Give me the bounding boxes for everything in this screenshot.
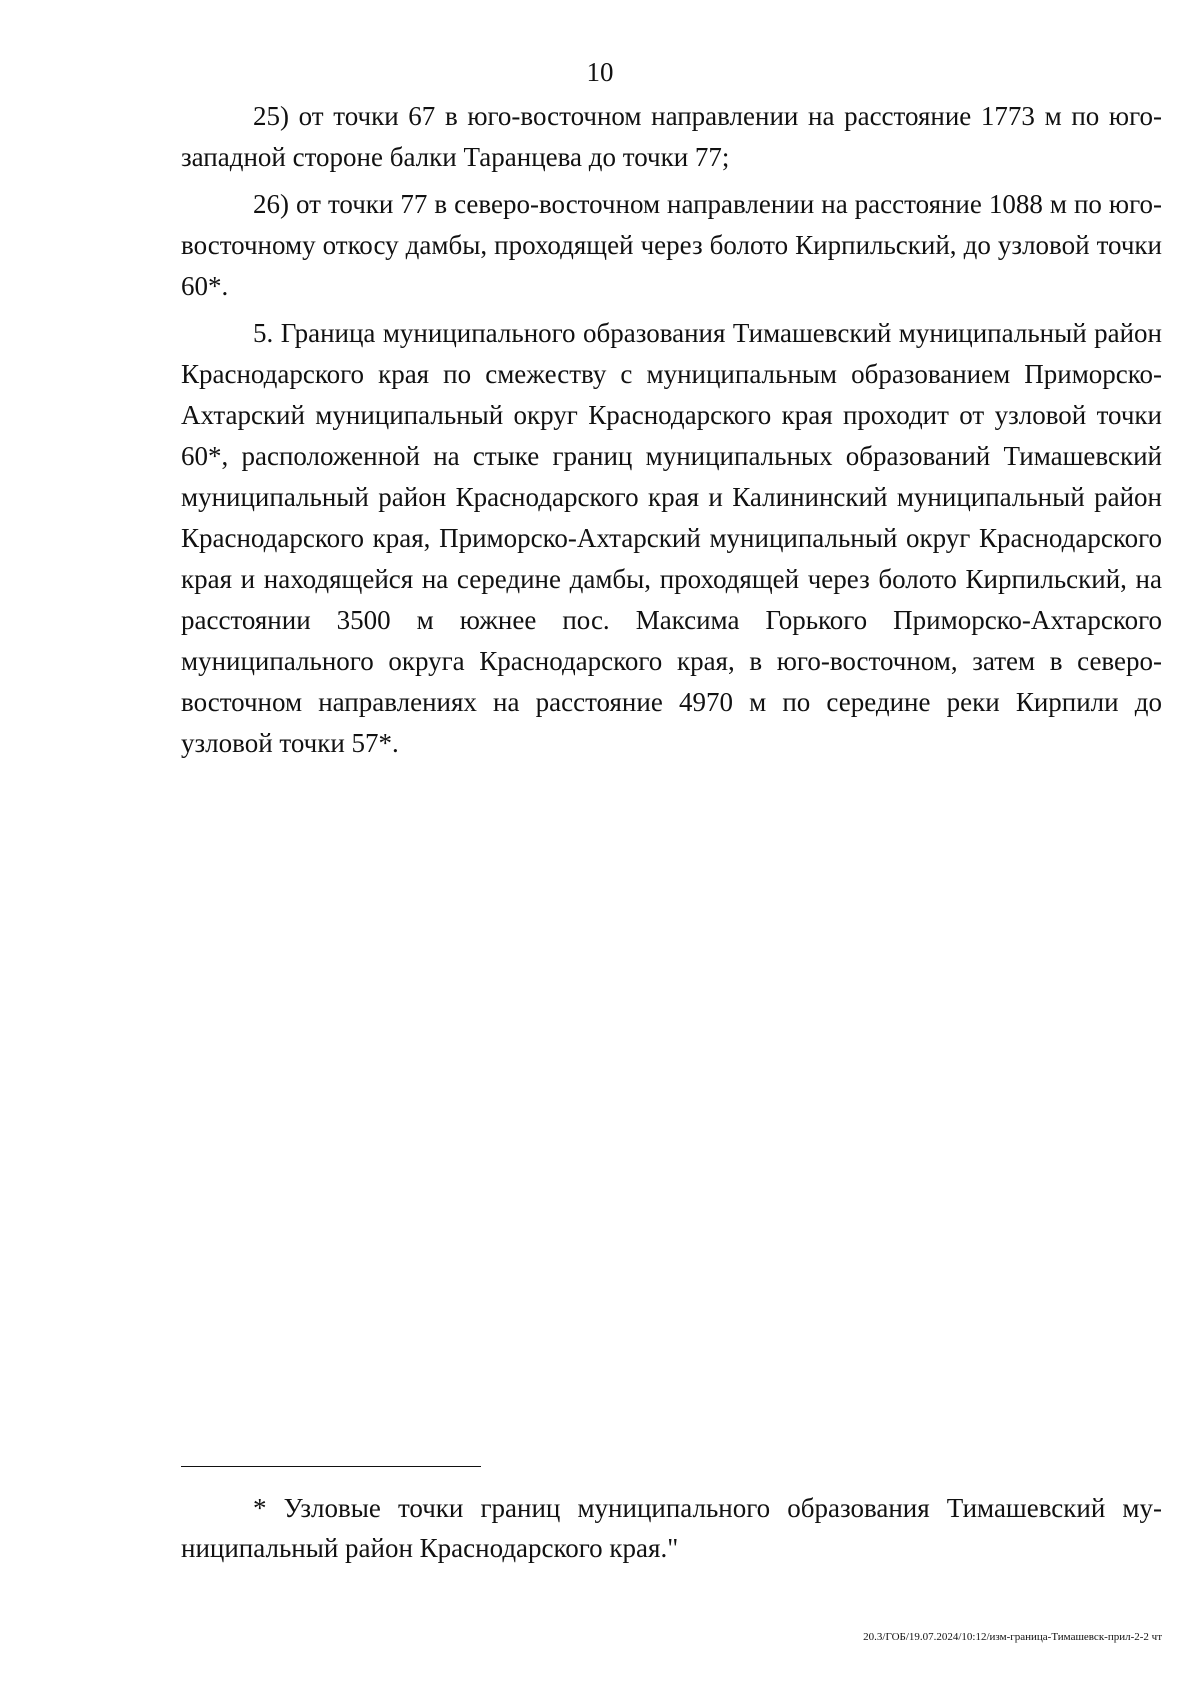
page-number: 10 (586, 57, 614, 87)
paragraph-item-26: 26) от точки 77 в северо-восточном направлении на расстояние 1088 м по юго-восточному откосу дамбы, проходящей через болото Кирпильский, до узловой точки 60*. (181, 189, 1162, 301)
footnote: * Узловые точки границ муниципального образования Тимашевский муниципальный район Краснодарского края." (181, 1493, 1162, 1563)
document-code: 20.3/ГОБ/19.07.2024/10:12/изм-граница-Тимашевск-прил-2-2 чт (863, 1631, 1162, 1643)
body-text (181, 96, 1162, 770)
footnote-divider (181, 1466, 481, 1467)
paragraph-section-5: 5. Граница муниципального образования Тимашевский муниципальный район Краснодарского края по смежеству с муниципальным образованием Приморско-Ахтарский муниципальный округ Краснодарского края проходит от узловой точки 60*, расположенной на стыке границ муниципальных образований Тимашевский муниципальный район Краснодарского края и Калининский муниципальный район Краснодарского края, Приморско-Ахтарский муниципальный округ Краснодарского края и находящейся на середине дамбы, проходящей через болото Кирпильский, на расстоянии 3500 м южнее пос. Максима Горького Приморско-Ахтарского муниципального округа Краснодарского края, в юго-восточном, затем в северо-восточном направлениях на расстояние 4970 м по середине реки Кирпили до узловой точки 57*. (181, 318, 1162, 758)
paragraph-item-25: 25) от точки 67 в юго-восточном направлении на расстояние 1773 м по юго-западной стороне балки Таранцева до точки 77; (181, 101, 1162, 172)
